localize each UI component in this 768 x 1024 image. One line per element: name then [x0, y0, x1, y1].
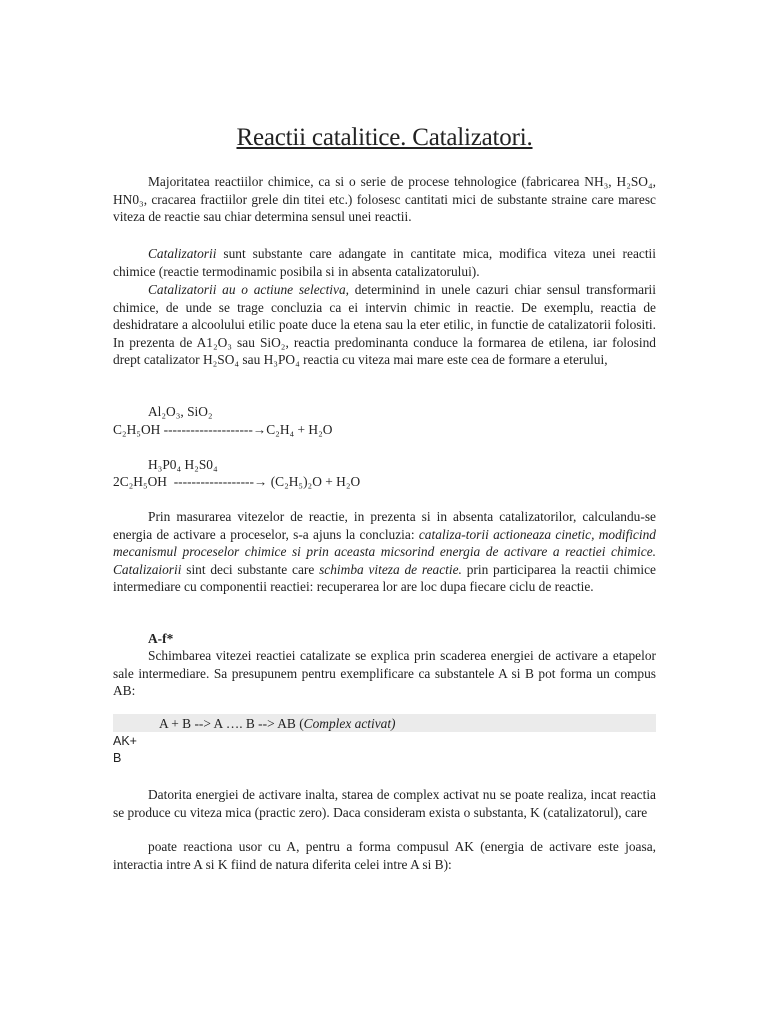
term-catalizatorii: Catalizatorii [148, 246, 217, 261]
equation-1 [113, 421, 332, 439]
activation-text-c: prin participarea la reactii chimice intermediare cu componentii reactiei: recuperarea lor are loc dupa fiecare ciclu de reactie. [113, 561, 657, 595]
section-heading: A-f* [148, 631, 174, 646]
definition-text: sunt substante care adangate in cantitate mica, modifica viteza unei reactii chimice (reactie termodinamic posibila si in absenta catalizatorului). [113, 246, 656, 279]
ak-line-2: B [113, 751, 122, 765]
equation-2-reactant: 2C₂H₅OH [113, 474, 167, 489]
equation-1-catalyst: Al₂O₃, SiO₂ [148, 404, 213, 419]
paragraph-intro: Majoritatea reactiilor chimice, ca si o serie de procese tehnologice (fabricarea NH₃, H₂SO₄, HN0₃, cracarea fractiilor grele din titei etc.) folosesc cantitati mici de substante straine care maresc viteza de reactie sau chiar determina sensul unei reactii. [113, 174, 656, 225]
equation-3 [159, 715, 396, 733]
equation-2-arrow: ------------------→ [173, 474, 268, 489]
activation-italic-2: schimba viteza de reactie. [319, 561, 462, 577]
paragraph-definition [113, 245, 656, 280]
ak-line-1: AK+ [113, 734, 137, 748]
reaction-ak-text: poate reactiona usor cu A, pentru a forma compusul AK (energia de activare este joasa, interactia intre A si K fiind de natura diferita celei intre A si B): [113, 839, 656, 872]
equation-1-reactant: C₂H₅OH [113, 422, 161, 437]
activation-text-b: sint deci substante care [181, 561, 320, 577]
equation-3-text: A + B --> A …. B --> AB ( [159, 716, 304, 731]
selectivity-text: determinind in unele cazuri chiar sensul transformarii chimice, de unde se trage concluzia ca ei intervin chimic in reactie. De exemplu, reactia de deshidratare a alcoolului etilic poate duce la etena sau la eter etilic, in functie de catalizatorii folositi. In prezenta de A1₂O₃ sau SiO₂, reactia predominanta conduce la formarea de etilena, iar folosind drept catalizator H₂SO₄ sau H₃PO₄ reactia cu viteza mai mare este cea de formare a eterului, [113, 282, 656, 368]
equation-1-product: C₂H₄ + H₂O [266, 422, 333, 437]
equation-2 [113, 473, 360, 491]
paragraph-energy: Datorita energiei de activare inalta, starea de complex activat nu se poate realiza, incat reactia se produce cu viteza mica (practic zero). Daca consideram exista o substanta, K (catalizatorul), care [113, 787, 656, 820]
paragraph-mechanism: Schimbarea vitezei reactiei catalizate se explica prin scaderea energiei de activare a etapelor sale intermediare. Sa presupunem pentru exemplificare ca substantele A si B pot forma un compus AB: [113, 648, 656, 699]
page-title: Reactii catalitice. Catalizatori. [236, 124, 533, 151]
activation-italic-1: cataliza-torii actioneaza cinetic, modificind mecanismul proceselor chimice si prin aceasta micsorind energia de activare a reactiei chimice. Catalizaiorii [113, 526, 656, 577]
paragraph-activation [113, 508, 656, 596]
equation-1-arrow: --------------------→ [163, 422, 267, 437]
activation-text-a: Prin masurarea vitezelor de reactie, in prezenta si in absenta catalizatorilor, calculandu-se energia de activare a proceselor, s-a ajuns la concluzia: [113, 509, 656, 542]
paragraph-selectivity [113, 281, 656, 369]
selectivity-phrase: Catalizatorii au o actiune selectiva, [148, 282, 350, 297]
equation-2-catalyst: H₃P0₄ H₂S0₄ [148, 457, 218, 472]
paragraph-reaction-ak [113, 838, 656, 873]
equation-2-product: (C₂H₅)₂O + H₂O [270, 474, 361, 489]
equation-3-italic: Complex activat) [303, 716, 396, 731]
